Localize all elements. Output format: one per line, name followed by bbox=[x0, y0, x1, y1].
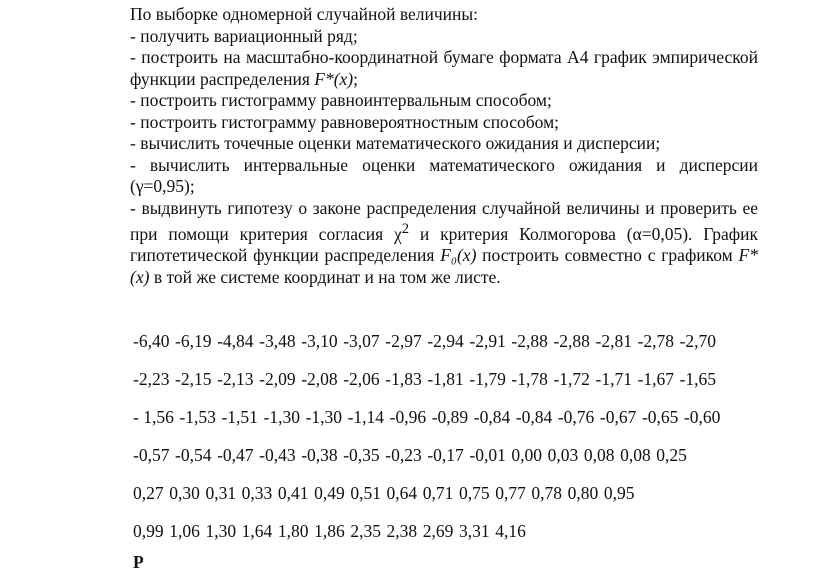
data-value: 0,77 bbox=[495, 483, 526, 503]
data-value: 0,08 bbox=[583, 445, 615, 465]
task-item-text: - выдвинуть гипотезу о законе распределения случайной величины и проверить ее при помощи критерия согласия χ bbox=[130, 197, 758, 244]
data-value: 1,80 bbox=[277, 521, 309, 541]
data-value: -2,08 bbox=[301, 369, 338, 389]
data-value: 0,99 bbox=[133, 521, 164, 541]
data-value: 0,78 bbox=[531, 483, 563, 503]
data-value: 0,31 bbox=[205, 483, 237, 503]
data-value: 0,03 bbox=[547, 445, 579, 465]
data-value: -1,83 bbox=[385, 369, 422, 389]
data-value: 0,64 bbox=[386, 483, 418, 503]
data-value: 0,25 bbox=[656, 445, 687, 465]
data-value: -0,65 bbox=[641, 407, 679, 427]
task-item-2 bbox=[130, 47, 758, 90]
task-item-punct: ; bbox=[353, 68, 359, 89]
task-item-text: - построить гистограмму равновероятностным способом; bbox=[130, 111, 560, 132]
data-row bbox=[133, 398, 833, 436]
task-statement bbox=[130, 4, 758, 288]
data-value: -2,94 bbox=[427, 331, 464, 351]
data-value: 4,16 bbox=[495, 521, 526, 541]
data-value: -1,53 bbox=[179, 407, 216, 427]
task-item-6 bbox=[130, 155, 758, 198]
data-value: 0,41 bbox=[277, 483, 309, 503]
data-value: 1,30 bbox=[205, 521, 237, 541]
data-row bbox=[133, 360, 833, 398]
data-value: -6,40 bbox=[133, 331, 170, 351]
data-value: -0,47 bbox=[217, 445, 254, 465]
data-value: 0,75 bbox=[458, 483, 490, 503]
data-row bbox=[133, 474, 833, 512]
data-value: 0,95 bbox=[603, 483, 635, 503]
data-value: -0,89 bbox=[431, 407, 469, 427]
task-item-3 bbox=[130, 90, 758, 112]
data-value: -0,35 bbox=[343, 445, 380, 465]
task-item-text: - построить на масштабно-координатной бумаге формата А4 график эмпирической функции распределения bbox=[130, 47, 758, 89]
data-value: -1,30 bbox=[305, 407, 343, 427]
data-value: -1,14 bbox=[347, 407, 385, 427]
task-item-text: - вычислить точечные оценки математического ожидания и дисперсии; bbox=[130, 133, 661, 153]
data-value: 3,31 bbox=[458, 521, 490, 541]
data-value: -2,70 bbox=[679, 331, 717, 351]
data-value: -0,43 bbox=[259, 445, 296, 465]
data-value: -0,01 bbox=[469, 445, 506, 465]
data-value: 0,33 bbox=[241, 483, 273, 503]
sample-data bbox=[133, 322, 833, 550]
task-item-text: и критерия Колмогорова (α=0,05). График гипотетической функции распределения bbox=[130, 223, 758, 266]
data-value: -1,67 bbox=[637, 369, 675, 389]
data-value: 0,27 bbox=[133, 483, 164, 503]
data-value: - 1,56 bbox=[133, 407, 174, 427]
trailing-text: Р bbox=[133, 552, 144, 572]
data-value: -3,07 bbox=[343, 331, 380, 351]
data-value: 1,64 bbox=[241, 521, 273, 541]
data-value: -0,84 bbox=[515, 407, 553, 427]
data-value: -1,79 bbox=[469, 369, 506, 389]
task-item-text: построить совместно с графиком bbox=[476, 245, 739, 266]
empirical-cdf-formula: F*(x) bbox=[130, 245, 758, 287]
data-value: -2,91 bbox=[469, 331, 506, 351]
data-value: 1,86 bbox=[314, 521, 345, 541]
data-value: -6,19 bbox=[175, 331, 212, 351]
task-intro: По выборке одномерной случайной величины: bbox=[130, 4, 478, 24]
data-value: 2,38 bbox=[386, 521, 418, 541]
task-item-text: - построить гистограмму равноинтервальным способом; bbox=[130, 90, 552, 110]
empirical-cdf-formula: F*(x) bbox=[314, 68, 354, 89]
data-value: 0,00 bbox=[511, 445, 543, 465]
task-item-5 bbox=[130, 133, 758, 155]
task-item-text: - вычислить интервальные оценки математического ожидания и дисперсии (γ=0,95); bbox=[130, 154, 758, 196]
data-value: -1,81 bbox=[427, 369, 464, 389]
task-item-text: - получить вариационный ряд; bbox=[130, 25, 358, 46]
data-value: -4,84 bbox=[217, 331, 254, 351]
data-value: -1,78 bbox=[511, 369, 548, 389]
data-value: 0,80 bbox=[567, 483, 599, 503]
data-value: -2,09 bbox=[259, 369, 296, 389]
data-value: 0,49 bbox=[314, 483, 345, 503]
data-value: -0,76 bbox=[557, 407, 595, 427]
data-row bbox=[133, 436, 833, 474]
data-value: -2,06 bbox=[343, 369, 380, 389]
data-value: -0,38 bbox=[301, 445, 338, 465]
data-row bbox=[133, 512, 833, 550]
task-item-text: в той же системе координат и на том же листе. bbox=[149, 266, 501, 287]
task-item-7 bbox=[130, 198, 758, 289]
data-value: -0,57 bbox=[133, 445, 170, 465]
data-value: -0,54 bbox=[175, 445, 212, 465]
data-value: -3,48 bbox=[259, 331, 296, 351]
data-value: -1,65 bbox=[679, 369, 717, 389]
data-value: -0,84 bbox=[473, 407, 511, 427]
data-value: -2,23 bbox=[133, 369, 170, 389]
data-value: 2,69 bbox=[422, 521, 454, 541]
data-value: 0,08 bbox=[620, 445, 651, 465]
data-value: 1,06 bbox=[169, 521, 200, 541]
data-value: -1,30 bbox=[263, 407, 300, 427]
data-value: -0,67 bbox=[599, 407, 637, 427]
data-value: 0,51 bbox=[350, 483, 381, 503]
data-value: -2,88 bbox=[511, 331, 548, 351]
data-value: -2,15 bbox=[175, 369, 212, 389]
data-value: -2,97 bbox=[385, 331, 422, 351]
task-item-4 bbox=[130, 112, 758, 134]
data-value: 0,71 bbox=[422, 483, 454, 503]
data-value: -2,81 bbox=[595, 331, 632, 351]
data-value: -0,17 bbox=[427, 445, 464, 465]
data-value: 0,30 bbox=[169, 483, 200, 503]
data-value: -3,10 bbox=[301, 331, 338, 351]
data-value: -1,72 bbox=[553, 369, 590, 389]
hypothetical-cdf-formula: F₀(x) bbox=[440, 245, 477, 266]
task-item-1 bbox=[130, 26, 758, 48]
data-value: -0,96 bbox=[389, 407, 427, 427]
data-value: -2,88 bbox=[553, 331, 590, 351]
data-value: 2,35 bbox=[350, 521, 381, 541]
data-value: -2,13 bbox=[217, 369, 254, 389]
data-row bbox=[133, 322, 833, 360]
data-value: -2,78 bbox=[637, 331, 675, 351]
data-value: -0,60 bbox=[683, 407, 721, 427]
data-value: -0,23 bbox=[385, 445, 422, 465]
data-value: -1,71 bbox=[595, 369, 632, 389]
data-value: -1,51 bbox=[221, 407, 258, 427]
chi-square-superscript: 2 bbox=[401, 221, 410, 237]
